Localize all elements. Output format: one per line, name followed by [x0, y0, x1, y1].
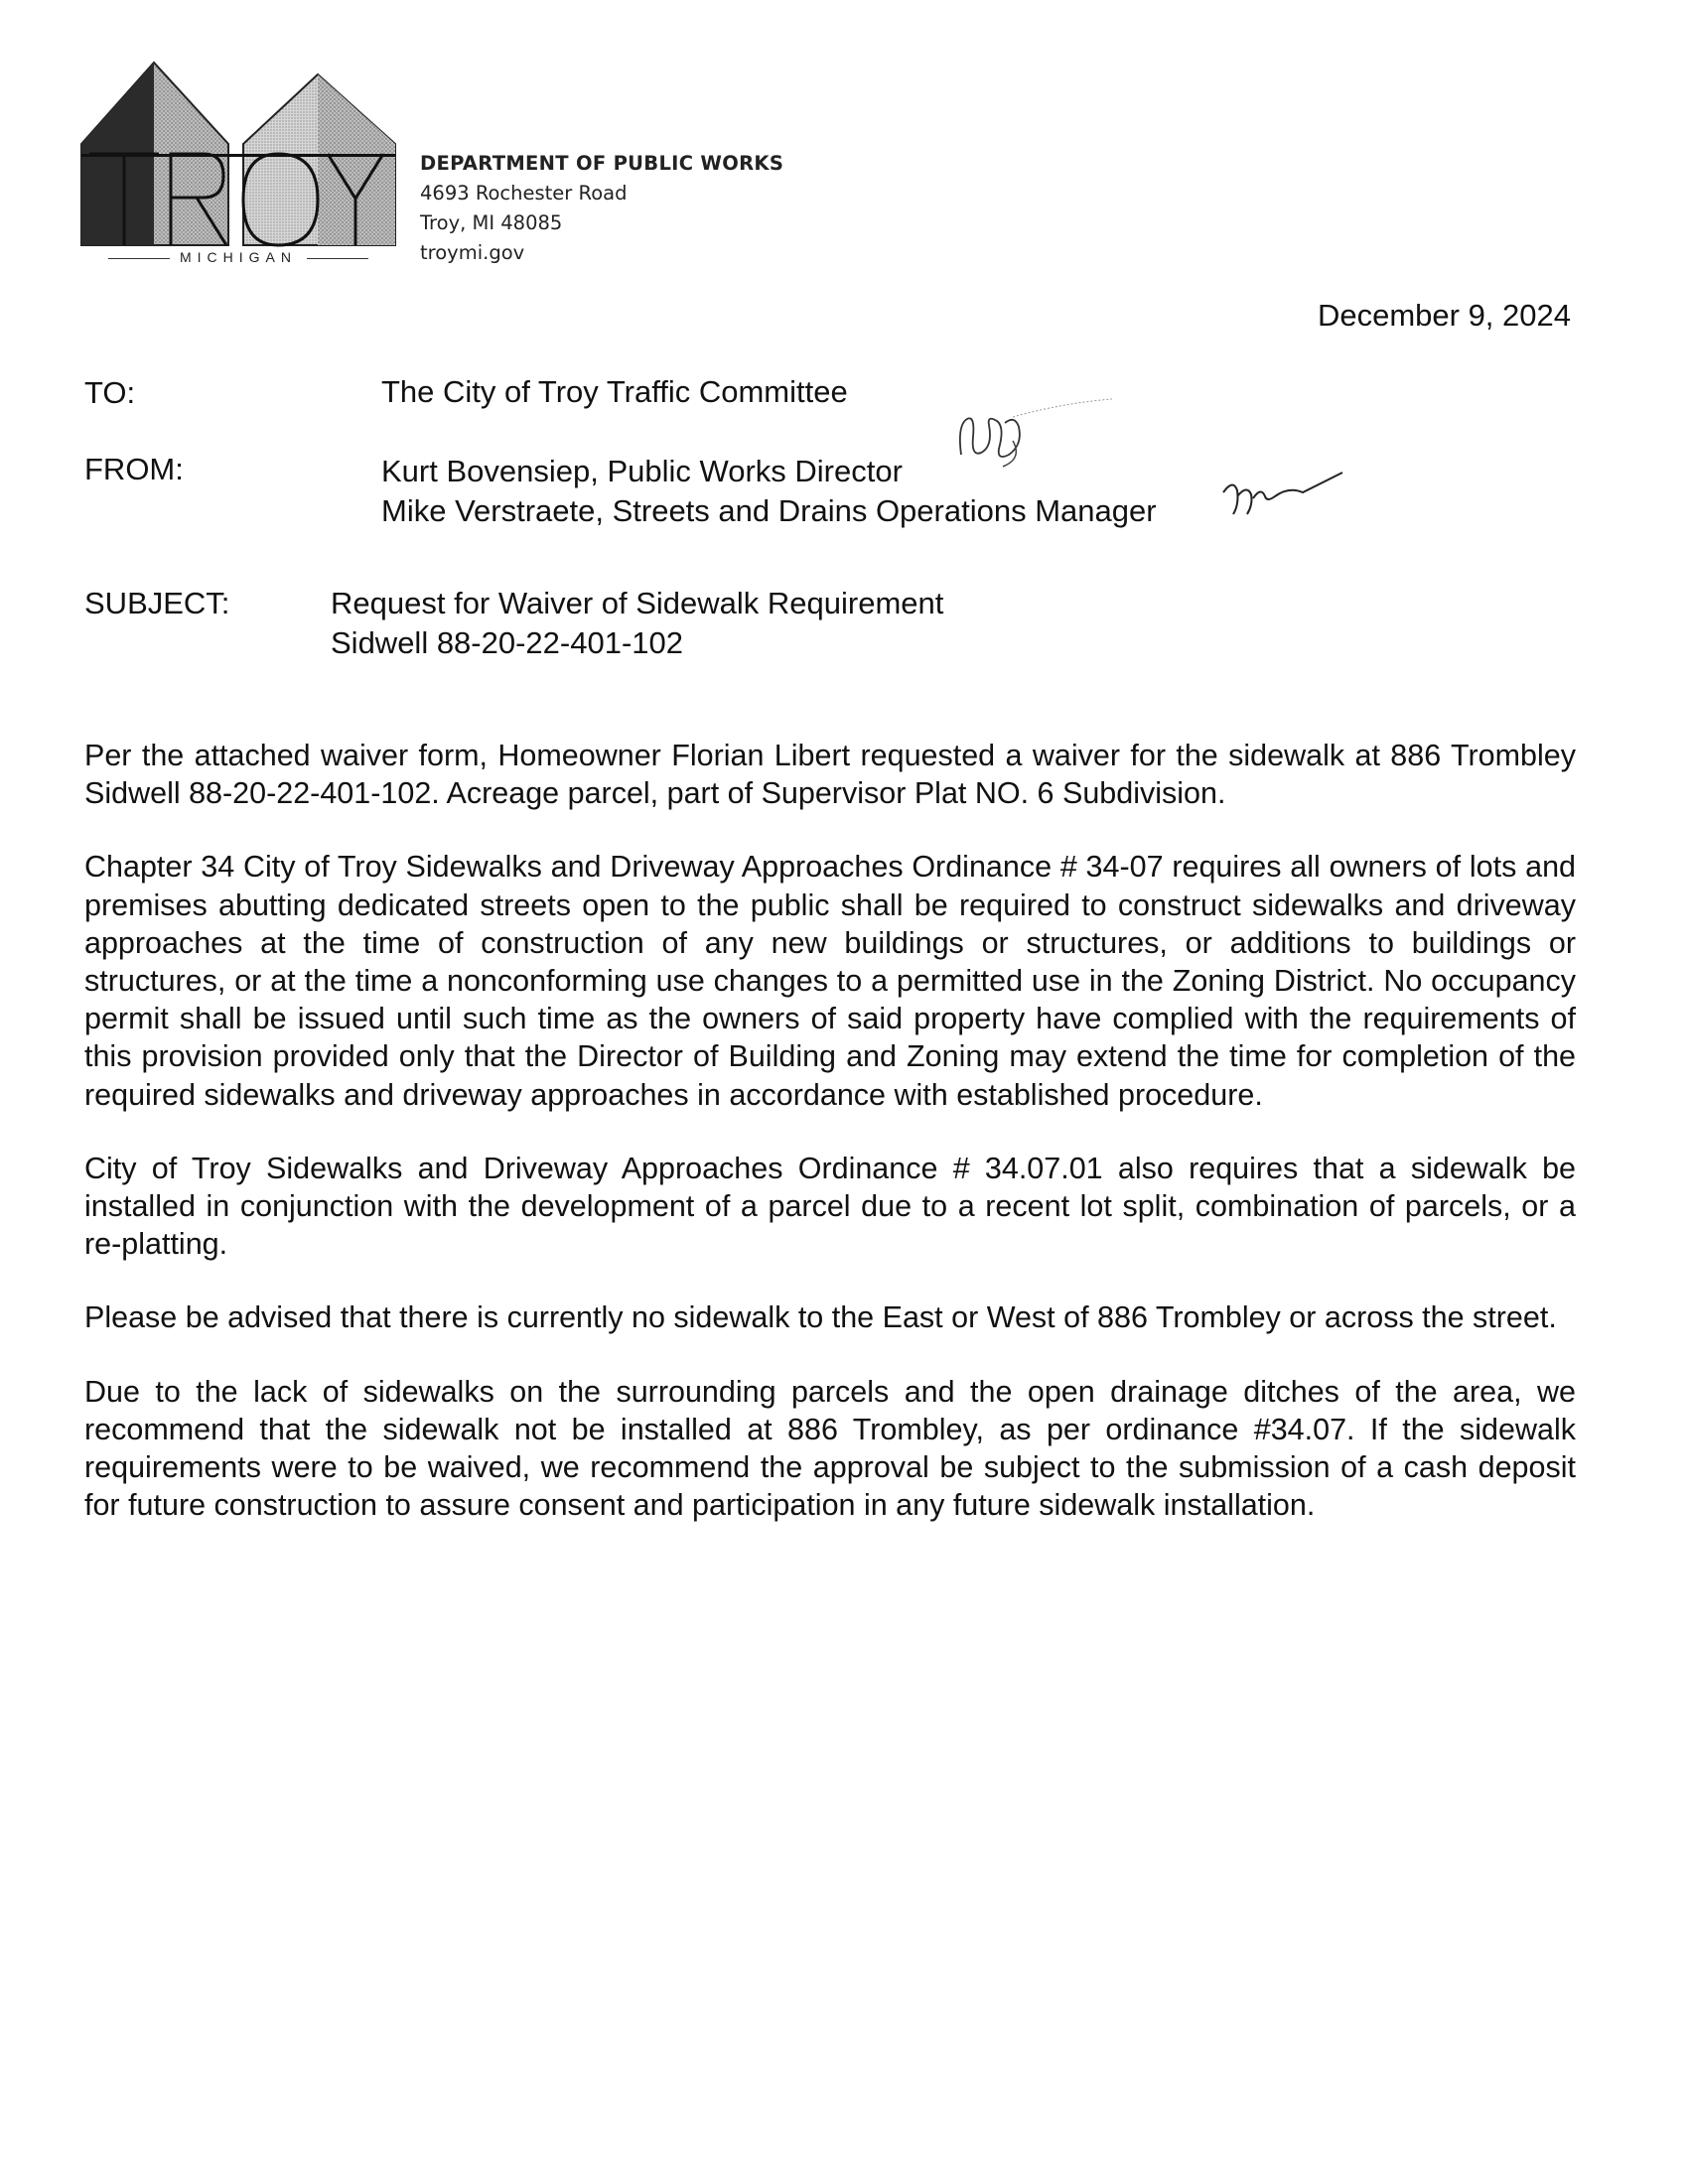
subject-value: [331, 584, 943, 663]
to-value: The City of Troy Traffic Committee: [381, 374, 848, 409]
subject-label: SUBJECT:: [84, 586, 230, 620]
department-address: [420, 149, 783, 268]
manager-signature: [1219, 471, 1348, 530]
memo-body: [84, 737, 1576, 1560]
address-line-1: 4693 Rochester Road: [420, 182, 628, 205]
address-line-2: Troy, MI 48085: [420, 211, 563, 234]
department-name: DEPARTMENT OF PUBLIC WORKS: [420, 152, 784, 175]
subject-line-2: Sidwell 88-20-22-401-102: [331, 625, 684, 660]
paragraph: Per the attached waiver form, Homeowner Florian Libert requested a waiver for the sidewalk at 886 Trombley Sidwell 88-20-22-401-102. Acreage parcel, part of Supervisor Plat NO. 6 Subdivision.: [84, 739, 1576, 811]
troy-logo: [79, 55, 397, 278]
director-signature: [953, 397, 1122, 496]
paragraph: City of Troy Sidewalks and Driveway Approaches Ordinance # 34.07.01 also requires that a sidewalk be installed in conjunction with the development of a parcel due to a recent lot split, combination of parcels, or a re-platting.: [84, 1151, 1576, 1262]
to-label: TO:: [84, 375, 136, 410]
paragraph: Due to the lack of sidewalks on the surrounding parcels and the open drainage ditches of the area, we recommend that the sidewalk not be installed at 886 Trombley, as per ordinance #34.07. If the sidewalk requirements were to be waived, we recommend the approval be subject to the submission of a cash deposit for future construction to assure consent and participation in any future sidewalk installation.: [84, 1374, 1576, 1523]
subject-line-1: Request for Waiver of Sidewalk Requirement: [331, 586, 944, 620]
logo-subtext: MICHIGAN: [79, 249, 397, 265]
from-line-2: Mike Verstraete, Streets and Drains Operations Manager: [381, 493, 1157, 528]
paragraph: Please be advised that there is currently no sidewalk to the East or West of 886 Trombley or across the street.: [84, 1300, 1557, 1335]
paragraph: Chapter 34 City of Troy Sidewalks and Driveway Approaches Ordinance # 34-07 requires all owners of lots and premises abutting dedicated streets open to the public shall be required to construct sidewalks and driveway approaches at the time of construction of any new buildings or structures, or additions to buildings or structures, or at the time a nonconforming use changes to a permitted use in the Zoning District. No occupancy permit shall be issued until such time as the owners of said property have complied with the requirements of this provision provided only that the Director of Building and Zoning may extend the time for completion of the required sidewalks and driveway approaches in accordance with established procedure.: [84, 850, 1576, 1112]
memo-date: December 9, 2024: [1317, 298, 1571, 333]
from-label: FROM:: [84, 452, 184, 486]
from-line-1: Kurt Bovensiep, Public Works Director: [381, 454, 903, 488]
website: troymi.gov: [420, 241, 525, 264]
troy-logo-graphic: [79, 55, 397, 248]
